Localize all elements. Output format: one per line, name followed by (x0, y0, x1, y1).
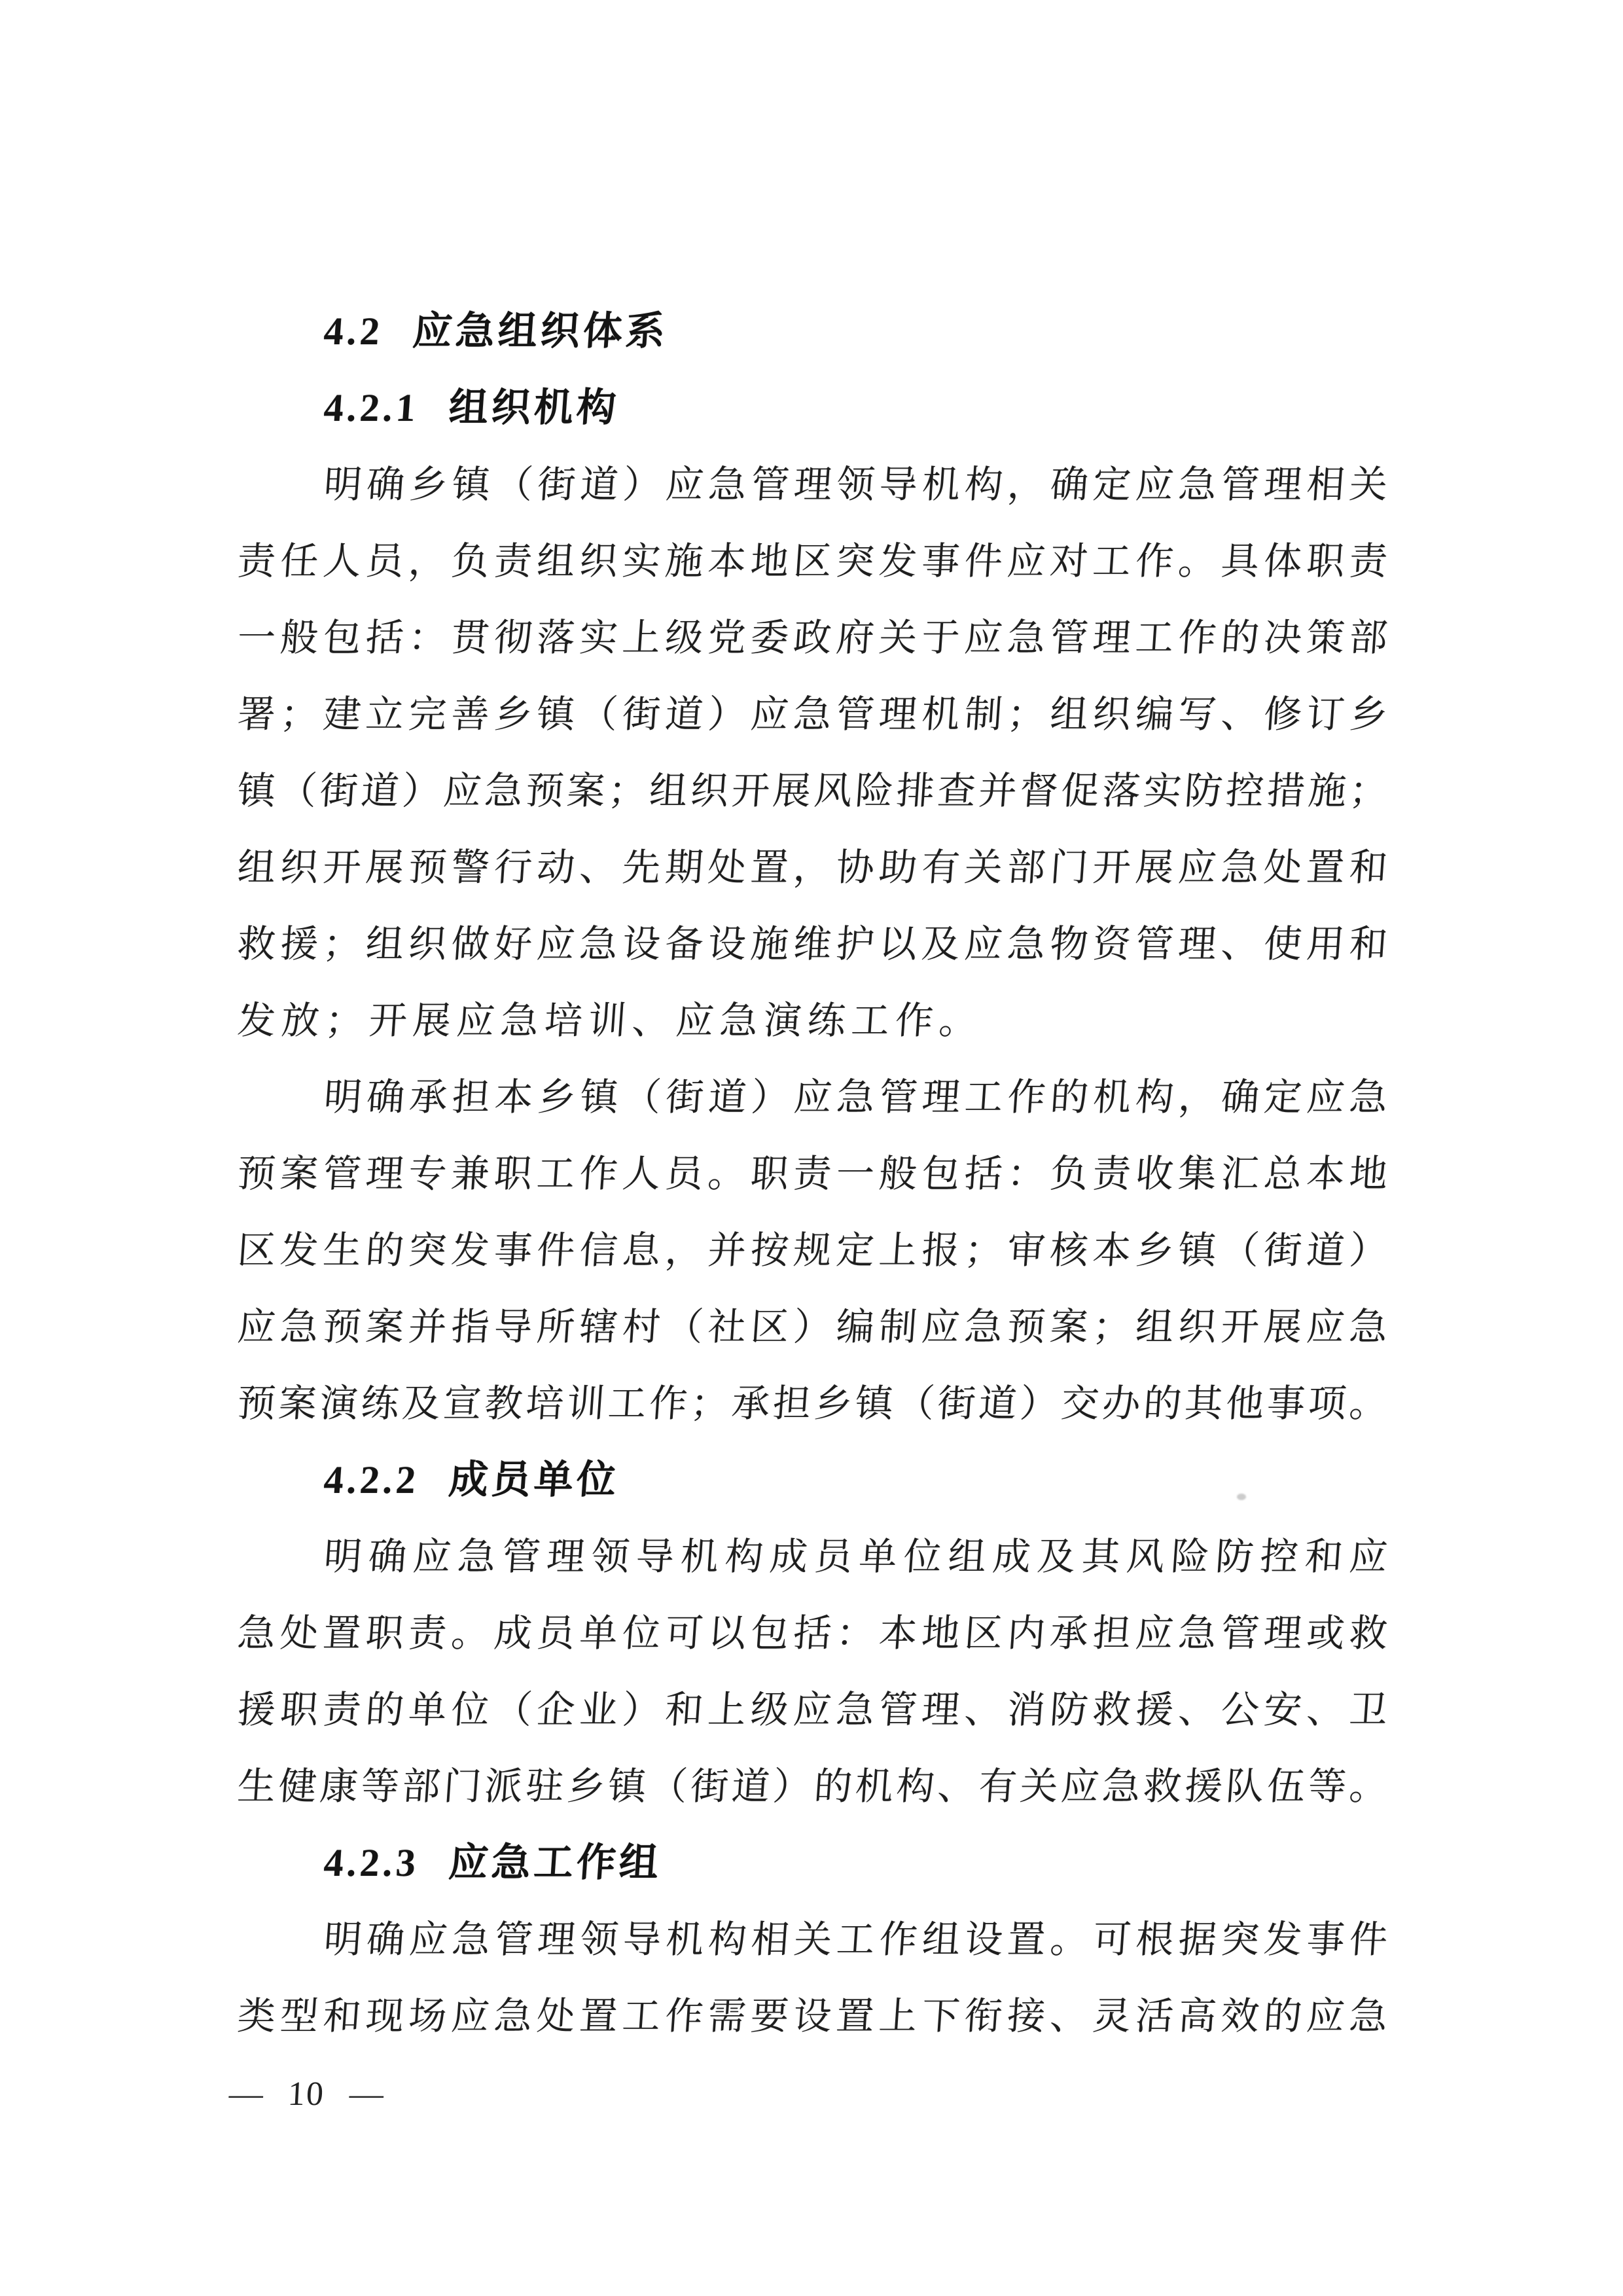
body-text-line: 预案演练及宣教培训工作；承担乡镇（街道）交办的其他事项。 (236, 1382, 1389, 1425)
body-text-line: 援职责的单位（企业）和上级应急管理、消防救援、公安、卫 (236, 1689, 1389, 1731)
body-text-line: 明确承担本乡镇（街道）应急管理工作的机构，确定应急 (322, 1076, 1389, 1119)
body-text-line: 急处置职责。成员单位可以包括：本地区内承担应急管理或救 (236, 1612, 1389, 1655)
footer-dash-right: — (348, 2075, 385, 2113)
body-text-line: 署；建立完善乡镇（街道）应急管理机制；组织编写、修订乡 (236, 693, 1389, 736)
document-body (238, 293, 1387, 2054)
body-text-line: 明确乡镇（街道）应急管理领导机构，确定应急管理相关 (322, 463, 1389, 506)
page-footer (228, 2068, 385, 2121)
body-text-line: 责任人员，负责组织实施本地区突发事件应对工作。具体职责 (236, 540, 1389, 583)
section-heading: 4.2.1 组织机构 (322, 386, 621, 429)
body-text-line: 救援；组织做好应急设备设施维护以及应急物资管理、使用和 (236, 923, 1389, 965)
body-text-line: 镇（街道）应急预案；组织开展风险排查并督促落实防控措施； (236, 770, 1389, 812)
body-text-line: 组织开展预警行动、先期处置，协助有关部门开展应急处置和 (236, 846, 1389, 889)
section-heading: 4.2.3 应急工作组 (322, 1841, 664, 1884)
body-text-line: 区发生的突发事件信息，并按规定上报；审核本乡镇（街道） (236, 1229, 1389, 1272)
section-heading: 4.2.2 成员单位 (322, 1458, 621, 1501)
footer-dash-left: — (228, 2075, 264, 2113)
body-text-line: 预案管理专兼职工作人员。职责一般包括：负责收集汇总本地 (236, 1153, 1389, 1195)
body-text-line: 明确应急管理领导机构成员单位组成及其风险防控和应 (322, 1535, 1389, 1578)
body-text-line: 应急预案并指导所辖村（社区）编制应急预案；组织开展应急 (236, 1306, 1389, 1348)
body-text-line: 明确应急管理领导机构相关工作组设置。可根据突发事件 (322, 1918, 1389, 1961)
scan-artifact (1237, 1494, 1246, 1500)
page-number: 10 (287, 2075, 326, 2113)
body-text-line: 发放；开展应急培训、应急演练工作。 (236, 999, 985, 1042)
body-text-line: 一般包括：贯彻落实上级党委政府关于应急管理工作的决策部 (236, 617, 1389, 659)
body-text-line: 类型和现场应急处置工作需要设置上下衔接、灵活高效的应急 (236, 1995, 1389, 2037)
body-text-line: 生健康等部门派驻乡镇（街道）的机构、有关应急救援队伍等。 (236, 1765, 1389, 1808)
section-heading: 4.2 应急组织体系 (322, 310, 670, 353)
